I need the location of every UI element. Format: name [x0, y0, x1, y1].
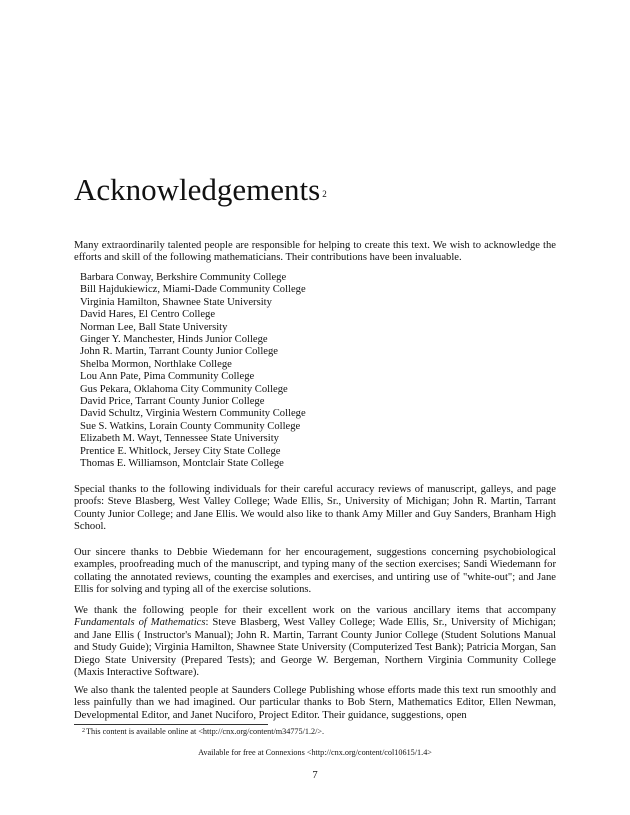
footnote-divider — [74, 724, 268, 725]
footnote-marker: 2 — [82, 728, 85, 734]
list-item: Lou Ann Pate, Pima Community College — [80, 371, 255, 383]
list-item: David Hares, El Centro College — [80, 309, 216, 321]
list-item: Elizabeth M. Wayt, Tennessee State University — [80, 433, 279, 445]
list-item: Gus Pekara, Oklahoma City Community College — [80, 383, 288, 395]
list-item: Sue S. Watkins, Lorain County Community College — [80, 420, 301, 432]
ancillary-paragraph — [74, 605, 556, 679]
footnote — [82, 727, 324, 737]
page-footer[interactable]: Available for free at Connexions <http://cnx.org/content/col10615/1.4> — [198, 748, 432, 757]
intro-paragraph: Many extraordinarily talented people are responsible for helping to create this text. We wish to acknowledge the efforts and skill of the following mathematicians. Their contributions have been invaluable. — [74, 240, 556, 264]
list-item: Norman Lee, Ball State University — [80, 321, 228, 333]
list-item: Ginger Y. Manchester, Hinds Junior College — [80, 334, 268, 346]
list-item: Shelba Mormon, Northlake College — [80, 358, 232, 370]
list-item: Barbara Conway, Berkshire Community College — [80, 272, 287, 283]
list-item: John R. Martin, Tarrant County Junior College — [80, 346, 278, 358]
list-item: Thomas E. Williamson, Montclair State College — [80, 458, 284, 470]
list-item: David Price, Tarrant County Junior College — [80, 396, 265, 408]
page-title — [74, 172, 327, 208]
ancillary-text-after: : Steve Blasberg, West Valley College; Wade Ellis, Sr., University of Michigan; and Jane Ellis ( Instructor's Manual); John R. Martin, Tarrant County Junior College (Student Solutions Manual and Study Guide); Virginia Hamilton, Shawnee State University (Computerized Test Bank); Patricia Morgan, San Diego State University (Prepared Tests); and George W. Bergeman, Northern Virginia Community College (Maxis Interactive Software). — [74, 617, 556, 679]
page-title-text: Acknowledgements — [74, 172, 321, 207]
page-number: 7 — [312, 770, 318, 781]
list-item: Prentice E. Whitlock, Jersey City State College — [80, 445, 281, 457]
title-footnote-marker[interactable]: 2 — [322, 189, 327, 199]
publisher-paragraph: We also thank the talented people at Saunders College Publishing whose efforts made this text run smoothly and less painfully than we had imagined. Our particular thanks to Bob Stern, Mathematics Editor, Ellen Newman, Developmental Editor, and Janet Nuciforo, Project Editor. Their guidance, suggestions, open — [74, 685, 556, 721]
book-title: Fundamentals of Mathematics — [74, 617, 206, 629]
reviewer-list — [80, 272, 306, 471]
list-item: Virginia Hamilton, Shawnee State University — [80, 296, 272, 308]
list-item: Bill Hajdukiewicz, Miami-Dade Community College — [80, 284, 306, 296]
list-item: David Schultz, Virginia Western Community College — [80, 408, 306, 420]
ancillary-text-before: We thank the following people for their excellent work on the various ancillary items that accompany — [74, 605, 556, 616]
accuracy-review-paragraph: Special thanks to the following individuals for their careful accuracy reviews of manuscript, galleys, and page proofs: Steve Blasberg, West Valley College; Wade Ellis, Sr., University of Michigan; John R. Martin, Tarrant County Junior College; and Jane Ellis. We would also like to thank Amy Miller and Guy Sanders, Branham High School. — [74, 484, 556, 533]
thanks-paragraph: Our sincere thanks to Debbie Wiedemann for her encouragement, suggestions concerning psychobiological examples, proofreading much of the manuscript, and typing many of the section exercises; Sandi Wiedemann for collating the annotated reviews, counting the examples and exercises, and untiring use of "white-out"; and Jane Ellis for solving and typing all of the exercise solutions. — [74, 547, 556, 596]
footnote-text[interactable]: This content is available online at <http://cnx.org/content/m34775/1.2/>. — [86, 727, 325, 736]
